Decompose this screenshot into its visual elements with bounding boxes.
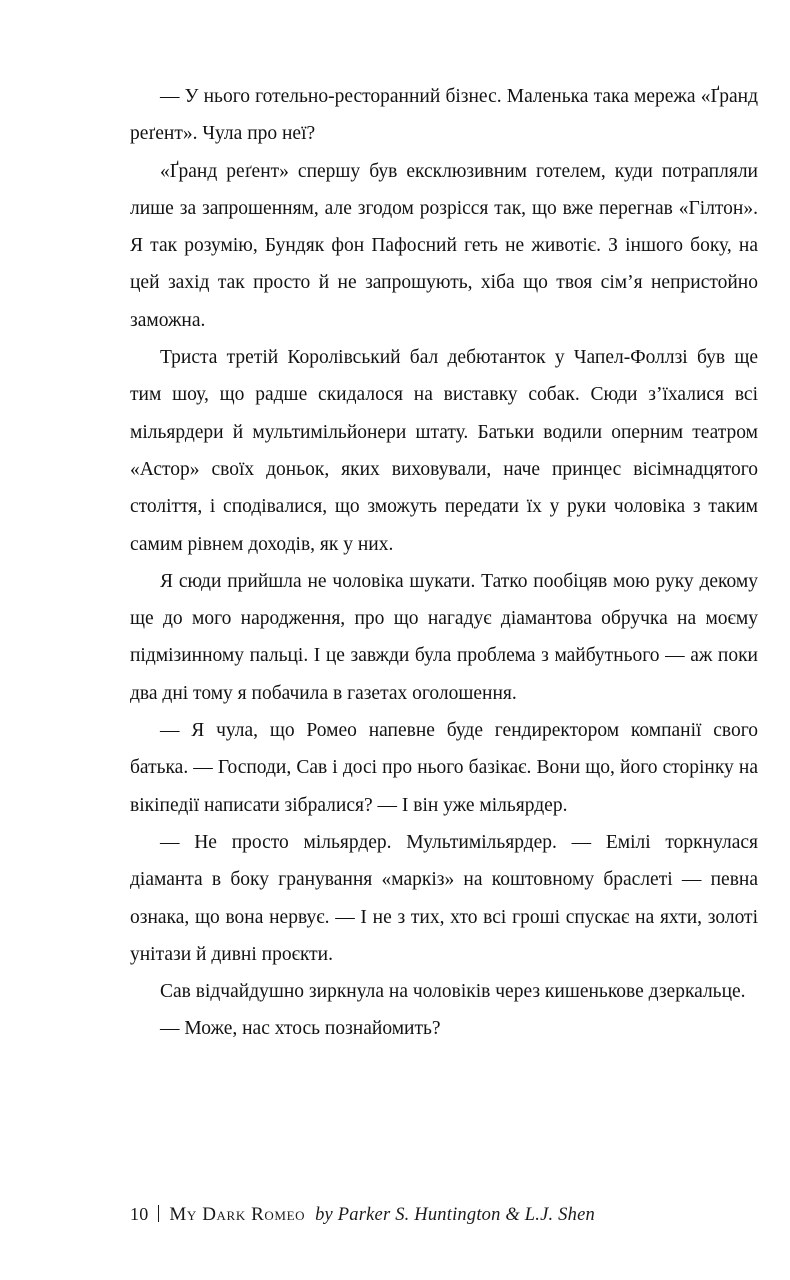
paragraph: — Не просто мільярдер. Мультимільярдер. — Емілі торкнулася діаманта в боку гранування «маркіз» на коштовному браслеті — певна ознака, що вона нервує. — І не з тих, хто всі гроші спускає на яхти, золоті унітази й дивні проєкти. (130, 831, 758, 965)
paragraph: — Може, нас хтось познайомить? (160, 1018, 441, 1040)
page-number: 10 (130, 1204, 149, 1224)
paragraph: — У нього готельно-ресторанний бізнес. Маленька така мережа «Ґранд реґент». Чула про неї? (130, 86, 758, 145)
paragraph: Я сюди прийшла не чоловіка шукати. Татко пообіцяв мою руку декому ще до мого народження, про що нагадує діамантова обручка на моєму підмізинному пальці. І це завжди була проблема з майбутнього — аж поки два дні тому я побачила в газетах оголошення. (130, 570, 758, 704)
page-body (130, 78, 758, 1048)
book-title: My Dark Romeo (169, 1204, 306, 1225)
page-footer (130, 1203, 770, 1226)
paragraph: — Я чула, що Ромео напевне буде гендиректором компанії свого батька. — Господи, Сав і досі про нього базікає. Вони що, його сторінку на вікіпедії написати зібралися? — І він уже мільярдер. (130, 720, 758, 816)
paragraph: Сав відчайдушно зиркнула на чоловіків через кишенькове дзеркальце. (160, 981, 746, 1003)
book-authors: by Parker S. Huntington & L.J. Shen (315, 1205, 595, 1225)
paragraph: Триста третій Королівський бал дебютанток у Чапел-Фоллзі був ще тим шоу, що радше скидалося на виставку собак. Сюди з’їхалися всі мільярдери й мультимільйонери штату. Батьки водили оперним театром «Астор» своїх доньок, яких виховували, наче принцес вісімнадцятого століття, і сподівалися, що зможуть передати їх у руки чоловіка з таким самим рівнем доходів, як у них. (130, 347, 758, 555)
footer-divider (158, 1205, 159, 1222)
paragraph: «Ґранд реґент» спершу був ексклюзивним готелем, куди потрапляли лише за запрошенням, але згодом розрісся так, що вже перегнав «Гілтон». Я так розумію, Бундяк фон Пафосний геть не животіє. З іншого боку, на цей захід так просто й не запрошують, хіба що твоя сім’я непристойно заможна. (130, 160, 758, 331)
